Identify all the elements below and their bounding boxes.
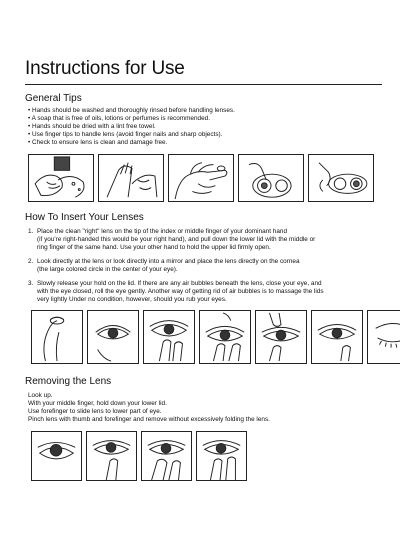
removing-lens-heading: Removing the Lens	[25, 376, 112, 387]
step-text: (the large colored circle in the center of your eye).	[37, 266, 178, 273]
general-tips-heading: General Tips	[25, 93, 82, 104]
eye-open-illustration	[87, 310, 139, 364]
step-text: Place the clean "right" lens on the tip of the index or middle finger of your dominant hand	[37, 228, 288, 235]
insert-step-1	[28, 228, 388, 252]
list-item: • A soap that is free of oils, lotions or perfumes is recommended.	[28, 115, 210, 123]
page-title: Instructions for Use	[25, 58, 185, 79]
list-item: Use forefinger to slide lens to lower part of eye.	[28, 408, 162, 416]
removing-lens-steps	[28, 392, 270, 424]
list-item: • Use finger tips to handle lens (avoid finger nails and sharp objects).	[28, 131, 223, 139]
hold-lower-lid-illustration	[86, 431, 137, 481]
list-item: Pinch lens with thumb and forefinger and remove without excessively folding the lens.	[28, 416, 270, 424]
list-item: Look up.	[28, 392, 53, 399]
lens-case-handling-illustration	[308, 154, 374, 202]
closed-eye-illustration	[367, 310, 400, 364]
place-lens-illustration	[199, 310, 251, 364]
insert-lenses-heading: How To Insert Your Lenses	[25, 212, 144, 223]
general-tips-list	[28, 107, 235, 147]
insert-lenses-illustrations	[31, 310, 400, 364]
lens-case-illustration	[238, 154, 304, 202]
general-tips-illustrations	[28, 154, 374, 202]
step-number: 1.	[28, 228, 34, 235]
removing-lens-illustrations	[31, 431, 247, 481]
list-item: • Check to ensure lens is clean and damage free.	[28, 139, 168, 147]
insert-step-3	[28, 280, 388, 304]
pull-lower-lid-illustration	[143, 310, 195, 364]
pinch-lens-illustration	[196, 431, 247, 481]
step-text: Look directly at the lens or look directly into a mirror and place the lens directly on the cornea	[37, 258, 300, 265]
step-text: ring finger of the same hand. Use your other hand to hold the upper lid firmly open.	[37, 244, 271, 251]
step-text: (if you're right-handed this would be your right hand), and pull down the lower lid with the middle or	[37, 236, 316, 243]
slide-lens-illustration	[141, 431, 192, 481]
release-lid-illustration	[311, 310, 363, 364]
list-item: With your middle finger, hold down your lower lid.	[28, 400, 167, 408]
fingertip-lens-illustration	[168, 154, 234, 202]
step-text: very lightly Under no condition, however, should you rub your eyes.	[37, 296, 227, 303]
step-number: 3.	[28, 280, 34, 287]
insert-step-2	[28, 258, 388, 274]
hand-washing-illustration	[28, 154, 94, 202]
step-text: Slowly release your hold on the lid. If there are any air bubbles beneath the lens, close your eye, and	[37, 280, 322, 287]
lens-on-finger-illustration	[31, 310, 83, 364]
towel-drying-illustration	[98, 154, 164, 202]
hold-lids-illustration	[255, 310, 307, 364]
list-item: • Hands should be washed and thoroughly rinsed before handling lenses.	[28, 107, 235, 114]
title-divider	[25, 84, 382, 85]
list-item: • Hands should be dried with a lint free towel.	[28, 123, 156, 131]
step-number: 2.	[28, 258, 34, 265]
look-up-illustration	[31, 431, 82, 481]
step-text: with the eye closed, roll the eye gently. Another way of getting rid of air bubbles is to massage the lids	[37, 288, 324, 295]
